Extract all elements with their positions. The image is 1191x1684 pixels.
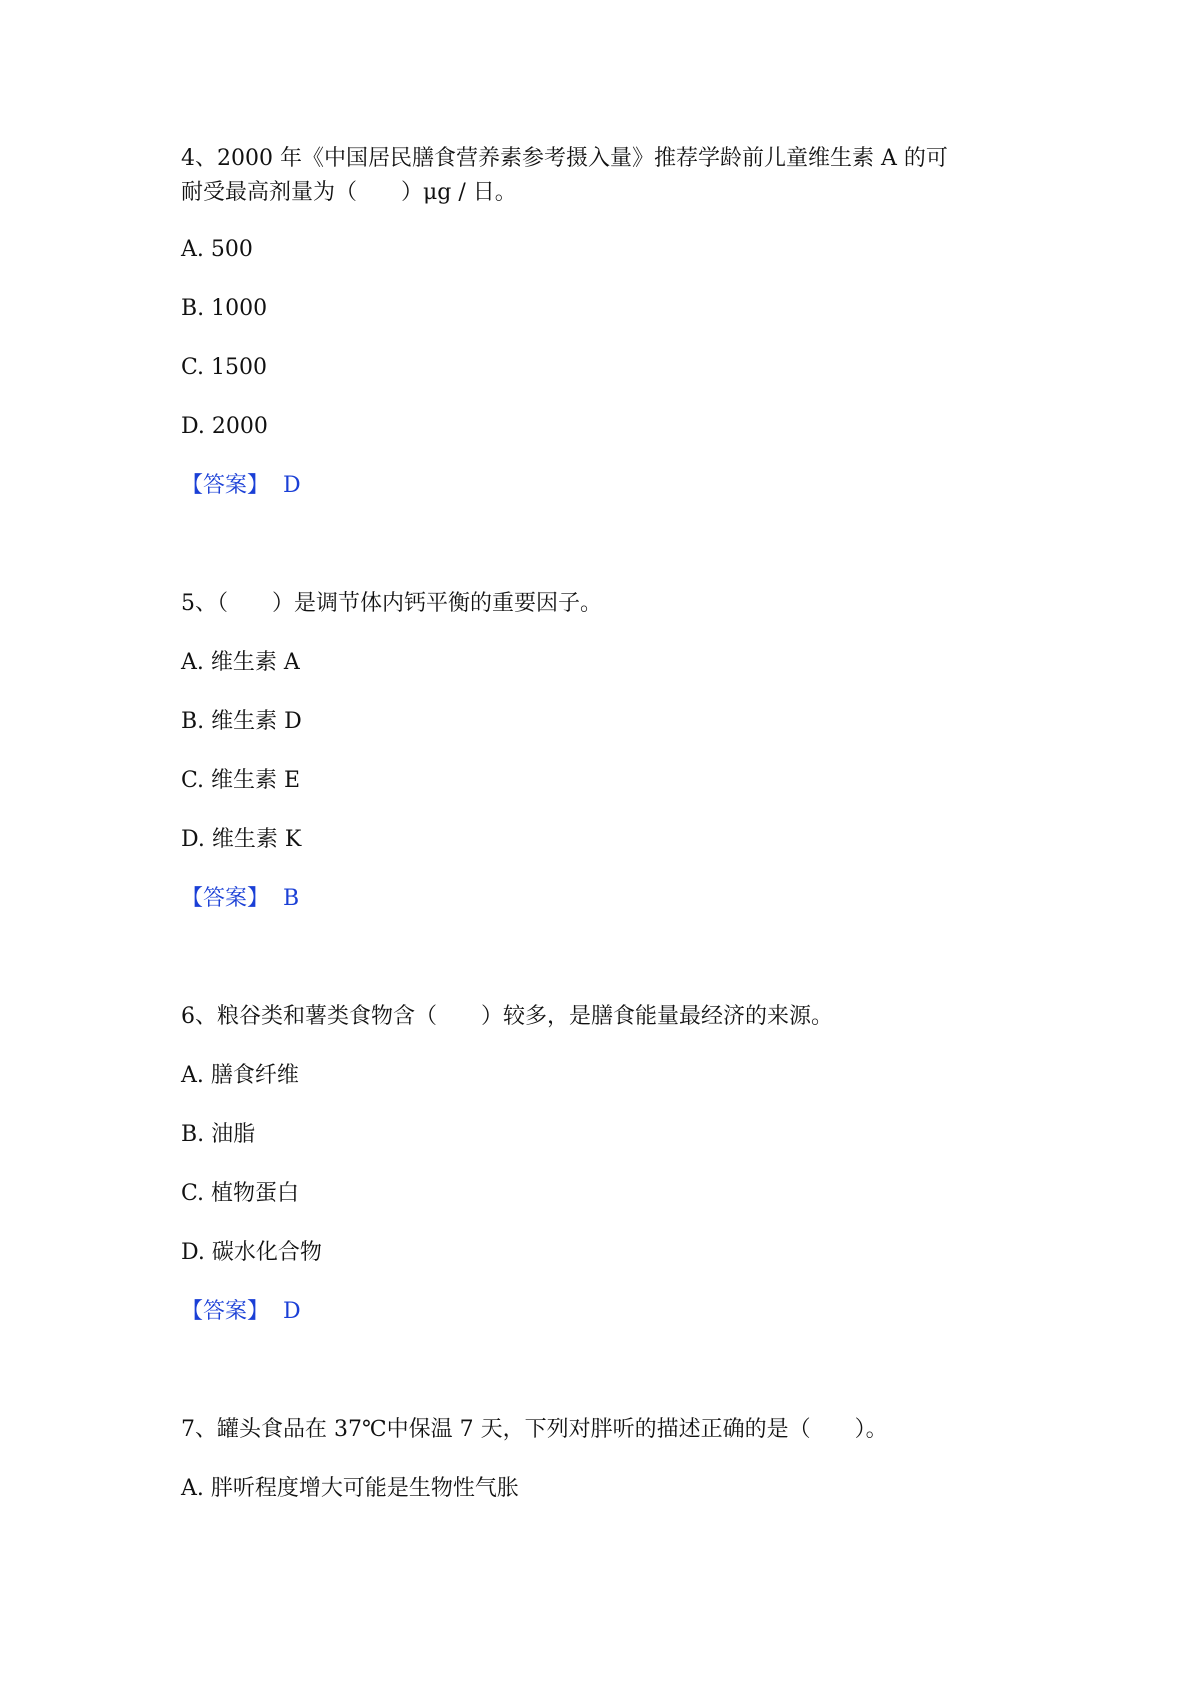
question-5-answer (181, 883, 299, 915)
question-4-option-c: C. 1500 (181, 355, 268, 380)
question-5-option-b: B. 维生素 D (181, 709, 302, 734)
question-6-answer (181, 1296, 301, 1328)
question-5-option-c: C. 维生素 E (181, 768, 301, 793)
question-4-option-d: D. 2000 (181, 414, 268, 439)
answer-value: D (283, 1299, 301, 1324)
question-6-option-b: B. 油脂 (181, 1122, 256, 1147)
question-5-option-a: A. 维生素 A (181, 650, 300, 675)
question-4-option-b: B. 1000 (181, 296, 268, 321)
answer-label: 【答案】 (181, 886, 270, 911)
question-4-stem-line-2: 耐受最高剂量为（ ）μg / 日。 (181, 180, 517, 205)
question-5-option-d: D. 维生素 K (181, 827, 302, 852)
question-4-stem-line-1: 4、2000 年《中国居民膳食营养素参考摄入量》推荐学龄前儿童维生素 A 的可 (181, 146, 948, 171)
question-5-stem-line-1: 5、（ ）是调节体内钙平衡的重要因子。 (181, 591, 602, 616)
answer-label: 【答案】 (181, 1299, 270, 1324)
question-6-option-a: A. 膳食纤维 (181, 1063, 299, 1088)
question-4-answer (181, 470, 301, 502)
answer-value: B (283, 886, 300, 911)
answer-label: 【答案】 (181, 473, 270, 498)
question-7-stem-line-1: 7、罐头食品在 37℃中保温 7 天，下列对胖听的描述正确的是（ ）。 (181, 1417, 888, 1442)
question-6-option-c: C. 植物蛋白 (181, 1181, 300, 1206)
question-4-option-a: A. 500 (181, 237, 253, 262)
question-6-stem-line-1: 6、粮谷类和薯类食物含（ ）较多，是膳食能量最经济的来源。 (181, 1004, 833, 1029)
answer-value: D (283, 473, 301, 498)
question-7-option-a: A. 胖听程度增大可能是生物性气胀 (181, 1476, 519, 1501)
question-6-option-d: D. 碳水化合物 (181, 1240, 322, 1265)
